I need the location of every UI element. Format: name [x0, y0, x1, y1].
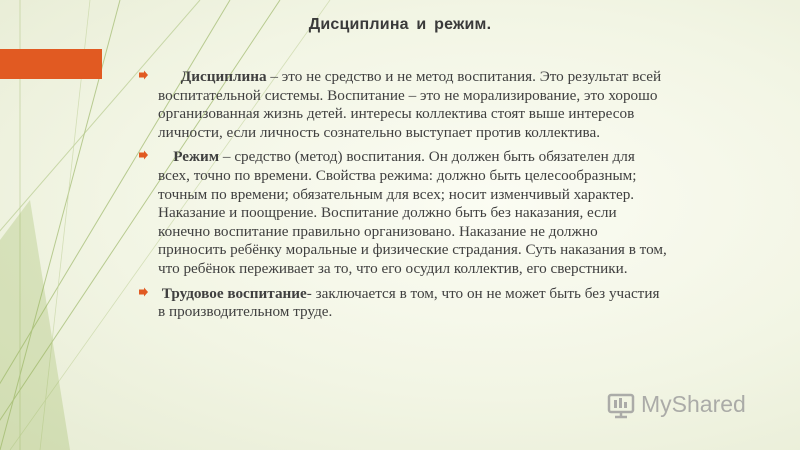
indent — [158, 148, 173, 165]
list-item — [137, 68, 667, 142]
list-item-text — [158, 68, 667, 142]
list-item-text — [158, 148, 667, 278]
arrow-bullet-icon — [137, 69, 149, 81]
myshared-watermark — [606, 387, 776, 421]
definition-text: – средство (метод) воспитания. Он должен быть обязателен для всех, точно по времени. Свойства режима: должно быть целесообразным; точным по времени; обязательным для всех; носит изменчивый характер. Наказание и поощрение. Воспитание должно быть без наказания, если конечно воспитание правильно организовано. Наказание не должно приносить ребёнку моральные и физические страдания. Суть наказания в том, что ребёнок переживает за то, что его осудил коллектив, его сверстники. — [158, 148, 667, 277]
term-label: Режим — [173, 148, 220, 166]
arrow-bullet-icon — [137, 286, 149, 298]
definition-text: – это не средство и не метод воспитания. Это результат всей воспитательной системы. Воспитание – это не морализирование, это хорошо организованная жизнь детей. интересы коллектива стоят выше интересов личности, если личность сознательно выступает против коллектива. — [158, 68, 662, 141]
watermark-text: MyShared — [641, 390, 746, 417]
arrow-bullet-icon — [137, 149, 149, 161]
accent-bar — [0, 49, 102, 79]
bullet-list — [137, 68, 667, 328]
list-item — [137, 148, 667, 278]
term-label: Дисциплина — [180, 68, 267, 85]
myshared-logo-icon — [606, 389, 636, 419]
term-label: Трудовое воспитание — [161, 284, 307, 302]
list-item — [137, 285, 667, 322]
indent — [158, 68, 181, 85]
list-item-text — [158, 285, 667, 322]
definition-text: - заключается в том, что он не может быть без участия в производительном труде. — [158, 284, 660, 321]
slide-title: Дисциплина и режим. — [308, 16, 492, 33]
